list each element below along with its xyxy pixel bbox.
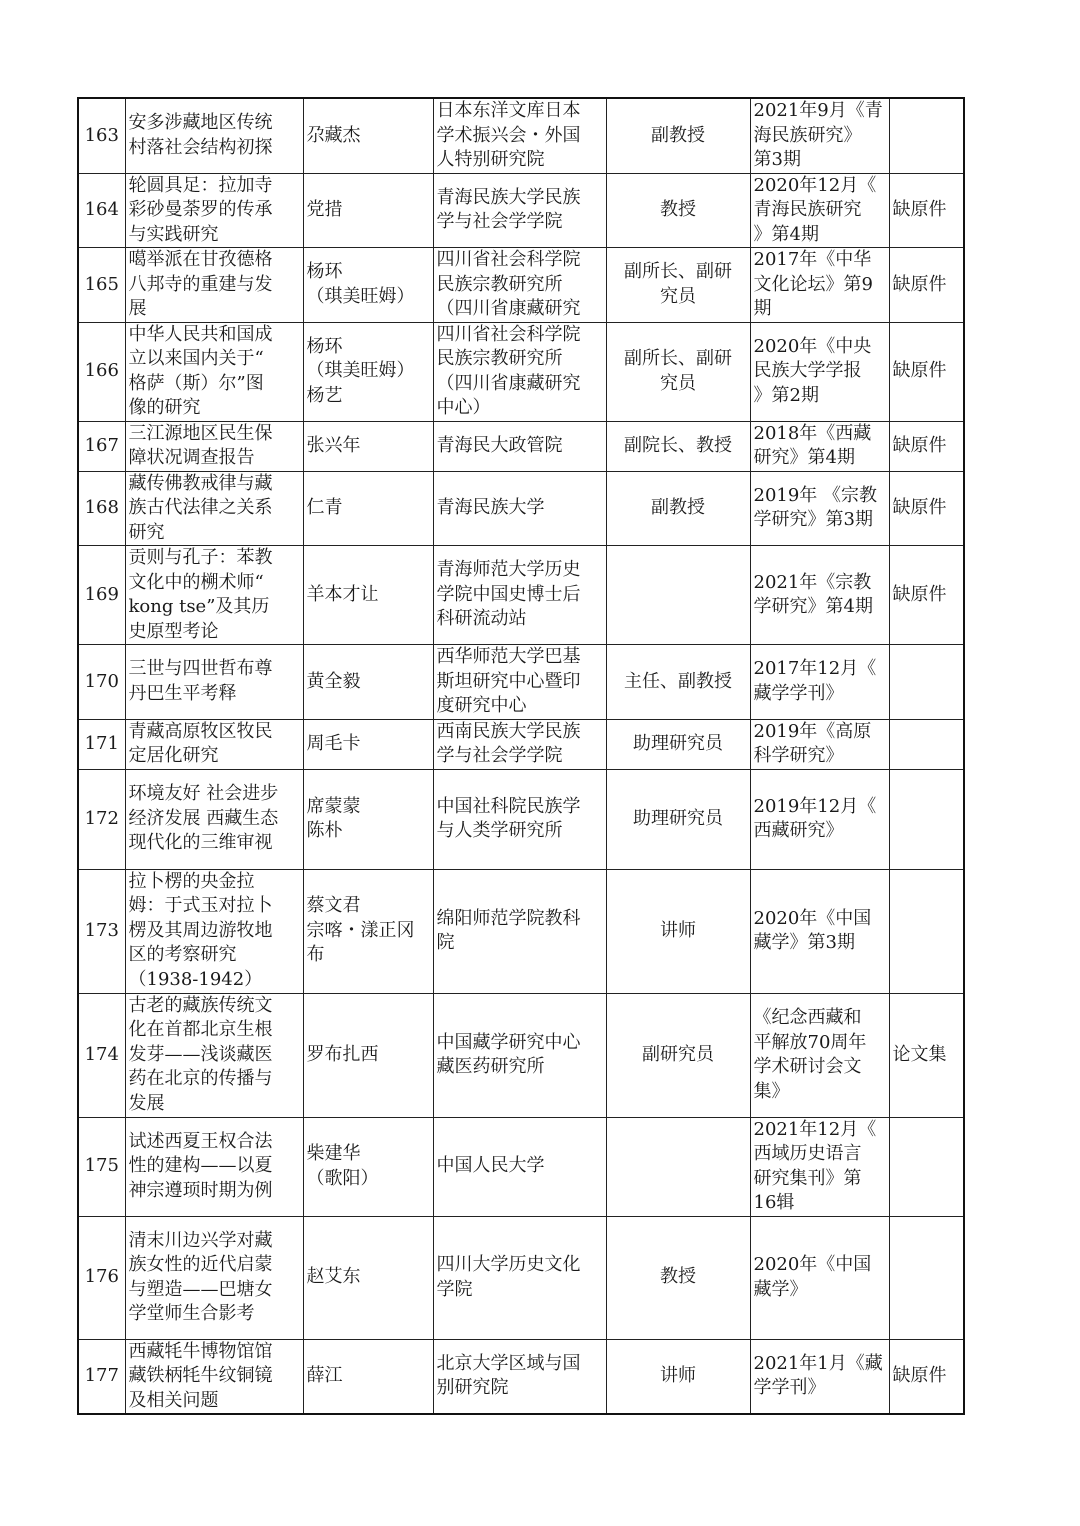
- remark: 缺原件: [889, 471, 964, 546]
- job-title: 副所长、副研 究员: [606, 322, 750, 421]
- remark: 缺原件: [889, 546, 964, 645]
- author-name: 尕藏杰: [303, 98, 433, 173]
- paper-title: 轮圆具足：拉加寺 彩砂曼荼罗的传承 与实践研究: [125, 173, 303, 248]
- remark: 缺原件: [889, 173, 964, 248]
- author-name: 杨环 （琪美旺姆） 杨艺: [303, 322, 433, 421]
- publication-info: 2019年 《宗教 学研究》第3期: [750, 471, 889, 546]
- author-name: 席蒙蒙 陈朴: [303, 769, 433, 869]
- author-name: 党措: [303, 173, 433, 248]
- institution: 西南民族大学民族 学与社会学学院: [433, 719, 606, 769]
- publication-info: 2018年《西藏 研究》第4期: [750, 421, 889, 471]
- publication-info: 2020年《中国 藏学》: [750, 1216, 889, 1339]
- remark: 论文集: [889, 993, 964, 1117]
- institution: 西华师范大学巴基 斯坦研究中心暨印 度研究中心: [433, 645, 606, 720]
- institution: 青海民族大学民族 学与社会学学院: [433, 173, 606, 248]
- publication-info: 2021年12月《 西域历史语言 研究集刊》第 16辑: [750, 1117, 889, 1216]
- paper-title: 中华人民共和国成 立以来国内关于“ 格萨（斯）尔”图 像的研究: [125, 322, 303, 421]
- row-number: 167: [78, 421, 125, 471]
- paper-title: 噶举派在甘孜德格 八邦寺的重建与发 展: [125, 248, 303, 323]
- institution: 绵阳师范学院教科 院: [433, 869, 606, 993]
- table-row: [78, 173, 964, 248]
- publication-info: 2021年9月《青 海民族研究》 第3期: [750, 98, 889, 173]
- job-title: 副所长、副研 究员: [606, 248, 750, 323]
- row-number: 177: [78, 1339, 125, 1414]
- job-title: 助理研究员: [606, 769, 750, 869]
- job-title: 讲师: [606, 869, 750, 993]
- row-number: 165: [78, 248, 125, 323]
- remark: [889, 98, 964, 173]
- author-name: 杨环 （琪美旺姆）: [303, 248, 433, 323]
- table-row: [78, 546, 964, 645]
- author-name: 蔡文君 宗喀・漾正冈 布: [303, 869, 433, 993]
- table-row: [78, 322, 964, 421]
- remark: [889, 719, 964, 769]
- table-row: [78, 1117, 964, 1216]
- author-name: 周毛卡: [303, 719, 433, 769]
- row-number: 168: [78, 471, 125, 546]
- publication-info: 《纪念西藏和 平解放70周年 学术研讨会文 集》: [750, 993, 889, 1117]
- row-number: 172: [78, 769, 125, 869]
- table-row: [78, 993, 964, 1117]
- author-name: 仁青: [303, 471, 433, 546]
- author-name: 羊本才让: [303, 546, 433, 645]
- paper-title: 试述西夏王权合法 性的建构——以夏 神宗遵顼时期为例: [125, 1117, 303, 1216]
- row-number: 164: [78, 173, 125, 248]
- row-number: 163: [78, 98, 125, 173]
- row-number: 176: [78, 1216, 125, 1339]
- institution: 北京大学区域与国 别研究院: [433, 1339, 606, 1414]
- job-title: 主任、副教授: [606, 645, 750, 720]
- table-row: [78, 645, 964, 720]
- job-title: 教授: [606, 173, 750, 248]
- paper-title: 贡则与孔子：苯教 文化中的㮶术师“ kong tse”及其历 史原型考论: [125, 546, 303, 645]
- institution: 青海师范大学历史 学院中国史博士后 科研流动站: [433, 546, 606, 645]
- paper-title: 古老的藏族传统文 化在首都北京生根 发芽——浅谈藏医 药在北京的传播与 发展: [125, 993, 303, 1117]
- remark: 缺原件: [889, 1339, 964, 1414]
- author-name: 张兴年: [303, 421, 433, 471]
- table-row: [78, 248, 964, 323]
- publication-info: 2019年《高原 科学研究》: [750, 719, 889, 769]
- remark: 缺原件: [889, 322, 964, 421]
- row-number: 166: [78, 322, 125, 421]
- job-title: [606, 1117, 750, 1216]
- paper-title: 拉卜楞的央金拉 姆：于式玉对拉卜 楞及其周边游牧地 区的考察研究 （1938-1942）: [125, 869, 303, 993]
- job-title: 助理研究员: [606, 719, 750, 769]
- institution: 四川大学历史文化 学院: [433, 1216, 606, 1339]
- institution: 青海民大政管院: [433, 421, 606, 471]
- table-row: [78, 769, 964, 869]
- table-row: [78, 471, 964, 546]
- publication-info: 2017年《中华 文化论坛》第9 期: [750, 248, 889, 323]
- author-name: 黄全毅: [303, 645, 433, 720]
- institution: 日本东洋文库日本 学术振兴会・外国 人特别研究院: [433, 98, 606, 173]
- table-row: [78, 421, 964, 471]
- remark: [889, 645, 964, 720]
- publication-info: 2020年12月《 青海民族研究 》第4期: [750, 173, 889, 248]
- table-row: [78, 1339, 964, 1414]
- paper-title: 环境友好 社会进步 经济发展 西藏生态 现代化的三维审视: [125, 769, 303, 869]
- author-name: 薛江: [303, 1339, 433, 1414]
- paper-title: 清末川边兴学对藏 族女性的近代启蒙 与塑造——巴塘女 学堂师生合影考: [125, 1216, 303, 1339]
- table-body: [78, 98, 964, 1414]
- remark: 缺原件: [889, 248, 964, 323]
- author-name: 赵艾东: [303, 1216, 433, 1339]
- row-number: 173: [78, 869, 125, 993]
- author-name: 柴建华 （歌阳）: [303, 1117, 433, 1216]
- table-row: [78, 98, 964, 173]
- job-title: 副院长、教授: [606, 421, 750, 471]
- author-name: 罗布扎西: [303, 993, 433, 1117]
- institution: 青海民族大学: [433, 471, 606, 546]
- job-title: 副研究员: [606, 993, 750, 1117]
- table-row: [78, 719, 964, 769]
- job-title: 讲师: [606, 1339, 750, 1414]
- job-title: 副教授: [606, 471, 750, 546]
- institution: 四川省社会科学院 民族宗教研究所 （四川省康藏研究 中心）: [433, 322, 606, 421]
- row-number: 169: [78, 546, 125, 645]
- publication-info: 2021年《宗教 学研究》第4期: [750, 546, 889, 645]
- table-row: [78, 869, 964, 993]
- row-number: 170: [78, 645, 125, 720]
- job-title: [606, 546, 750, 645]
- job-title: 教授: [606, 1216, 750, 1339]
- paper-title: 西藏牦牛博物馆馆 藏铁柄牦牛纹铜镜 及相关问题: [125, 1339, 303, 1414]
- institution: 四川省社会科学院 民族宗教研究所 （四川省康藏研究: [433, 248, 606, 323]
- row-number: 175: [78, 1117, 125, 1216]
- table-row: [78, 1216, 964, 1339]
- remark: 缺原件: [889, 421, 964, 471]
- paper-title: 青藏高原牧区牧民 定居化研究: [125, 719, 303, 769]
- paper-title: 三江源地区民生保 障状况调查报告: [125, 421, 303, 471]
- remark: [889, 869, 964, 993]
- publication-info: 2021年1月《藏 学学刊》: [750, 1339, 889, 1414]
- institution: 中国人民大学: [433, 1117, 606, 1216]
- publication-info: 2020年《中国 藏学》第3期: [750, 869, 889, 993]
- job-title: 副教授: [606, 98, 750, 173]
- row-number: 174: [78, 993, 125, 1117]
- remark: [889, 1117, 964, 1216]
- publication-info: 2017年12月《 藏学学刊》: [750, 645, 889, 720]
- remark: [889, 1216, 964, 1339]
- institution: 中国社科院民族学 与人类学研究所: [433, 769, 606, 869]
- publication-info: 2020年《中央 民族大学学报 》第2期: [750, 322, 889, 421]
- remark: [889, 769, 964, 869]
- row-number: 171: [78, 719, 125, 769]
- institution: 中国藏学研究中心 藏医药研究所: [433, 993, 606, 1117]
- paper-title: 安多涉藏地区传统 村落社会结构初探: [125, 98, 303, 173]
- paper-list-table: [77, 97, 965, 1415]
- paper-title: 三世与四世哲布尊 丹巴生平考释: [125, 645, 303, 720]
- publication-info: 2019年12月《 西藏研究》: [750, 769, 889, 869]
- paper-title: 藏传佛教戒律与藏 族古代法律之关系 研究: [125, 471, 303, 546]
